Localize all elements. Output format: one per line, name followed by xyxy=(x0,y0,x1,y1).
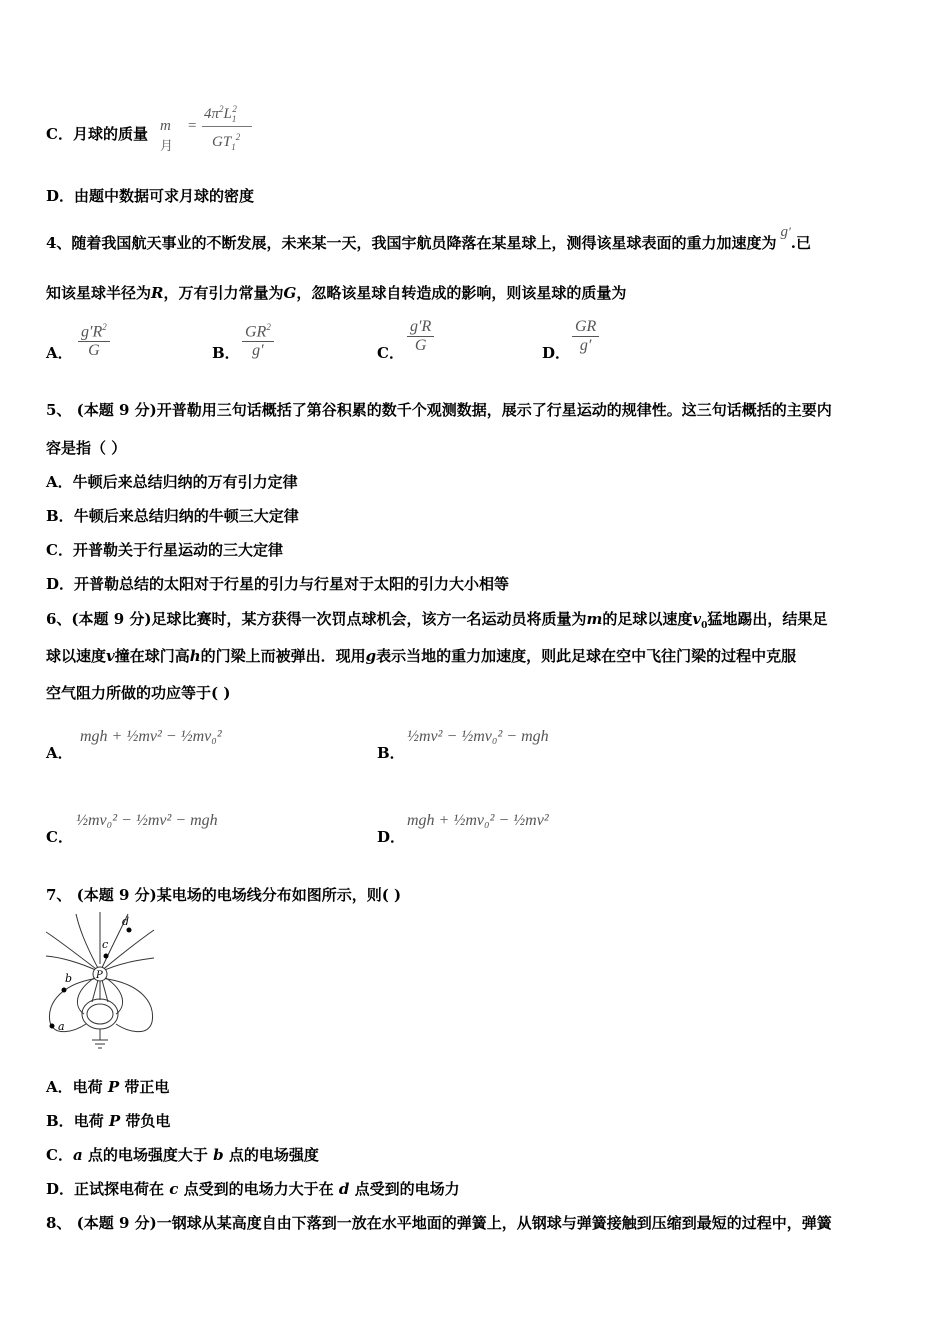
q4-stem-line2: 知该星球半径为R，万有引力常量为G，忽略该星球自转造成的影响，则该星球的质量为 xyxy=(46,284,627,302)
field-lines-diagram xyxy=(44,912,156,1054)
q4-option-a: A． $\frac{g'R^2}{G}$ xyxy=(46,318,73,339)
q7-option-d: D．正试探电荷在 c 点受到的电场力大于在 d 点受到的电场力 xyxy=(46,1180,460,1198)
q3-option-c xyxy=(46,124,148,144)
label-b: b xyxy=(65,972,73,985)
q5-option-a: A．牛顿后来总结归纳的万有引力定律 xyxy=(46,473,298,491)
q7-stem: 7、 (本题 9 分)某电场的电场线分布如图所示，则( ) xyxy=(46,886,402,904)
exam-page: C．月球的质量 m月 = $4\pi^2L_1^2$ $GT_1^2$ D．由题中数据可求月球的密度 4、随着我国航天事业的不断发展，未来某一天，我国宇航员降落在某星球上，测得该星球表面的重力加速度为g′.已 知该星球半径为R，万有引力常量为G，忽略该星球自转造成的影响，则该星球的质量为 A． $\frac{g'R^2}{G}$ B． $\frac{GR^2}{g'}$ C． $\frac{g'R}{G}$ D． $\frac{GR}{g'}$ 5、 (本题 9 分)开普勒用三句话概括了第谷积累的数千个观测数据，展示了行星运动的规律性。这三句话概括的主要内 容是指（ ） A．牛顿后来总结归纳的万有引力定律 B．牛顿后来总结归纳的牛顿三大定律 C．开普勒关于行星运动的三大定律 D．开普勒总结的太阳对于行星的引力与行星对于太阳的引力大小相等 6、(本题 9 分)足球比赛时，某方获得一次罚点球机会，该方一名运动员将质量为m的足球以速度$v_0$猛地踢出，结果足 球以速度v撞在球门高h的门梁上而被弹出．现用g表示当地的重力加速度，则此足球在空中飞往门梁的过程中克服 空气阻力所做的功应等于( ) A． mgh + ½mv² − ½mv₀² B． ½mv² − ½mv₀² − mgh C． ½mv₀² − ½mv² − mgh D． mgh + ½mv₀² − ½mv² 7、 (本题 9 分)某电场的电场线分布如图所示，则( ) d c P b a A．电荷 P 带正电 B．电荷 P 带负电 C．a 点的电场强度大于 b 点的电场强度 D．正试探电荷在 c 点受到的电场力大于在 d 点受到的电场力 8、 (本题 9 分)一钢球从某高度自由下落到一放在水平地面的弹簧上，从钢球与弹簧接触到压缩到最短的过程中，弹簧 xyxy=(46,104,832,1232)
q5-option-b: B．牛顿后来总结归纳的牛顿三大定律 xyxy=(46,507,299,525)
q6-stem-line2: 球以速度v撞在球门高h的门梁上而被弹出．现用g表示当地的重力加速度，则此足球在空中飞往门梁的过程中克服 xyxy=(46,647,797,665)
q7-option-a: A．电荷 P 带正电 xyxy=(46,1078,170,1096)
q4-option-c: C． $\frac{g'R}{G}$ xyxy=(377,318,404,339)
q4-stem-line1: 4、随着我国航天事业的不断发展，未来某一天，我国宇航员降落在某星球上，测得该星球表面的重力加速度为g′.已 xyxy=(46,224,812,252)
option-text: 由题中数据可求月球的密度 xyxy=(74,187,255,205)
q5-option-d: D．开普勒总结的太阳对于行星的引力与行星对于太阳的引力大小相等 xyxy=(46,575,510,593)
q5-option-c: C．开普勒关于行星运动的三大定律 xyxy=(46,541,283,559)
label-c: c xyxy=(102,938,109,951)
option-text: 月球的质量 xyxy=(72,125,148,143)
label-d: d xyxy=(122,915,130,928)
q4-option-b: B． $\frac{GR^2}{g'}$ xyxy=(212,318,240,339)
q4-option-d: D． $\frac{GR}{g'}$ xyxy=(542,318,570,339)
q3-option-d xyxy=(46,186,254,206)
electric-field-figure xyxy=(44,912,156,1054)
label-a: a xyxy=(58,1020,65,1033)
q7-option-c: C．a 点的电场强度大于 b 点的电场强度 xyxy=(46,1146,319,1164)
q7-option-b: B．电荷 P 带负电 xyxy=(46,1112,171,1130)
q8-stem: 8、 (本题 9 分)一钢球从某高度自由下落到一放在水平地面的弹簧上，从钢球与弹簧接触到压缩到最短的过程中，弹簧 xyxy=(46,1214,832,1232)
option-label: D． xyxy=(46,187,75,205)
q6-stem-line3: 空气阻力所做的功应等于( ) xyxy=(46,684,231,702)
option-label: C． xyxy=(46,125,73,143)
label-p: P xyxy=(96,970,103,981)
q6-stem-line1: 6、(本题 9 分)足球比赛时，某方获得一次罚点球机会，该方一名运动员将质量为m的足球以速度$v_0$猛地踢出，结果足 xyxy=(46,610,828,631)
q5-stem-line1: 5、 (本题 9 分)开普勒用三句话概括了第谷积累的数千个观测数据，展示了行星运动的规律性。这三句话概括的主要内 xyxy=(46,401,832,419)
q5-stem-line2: 容是指（ ） xyxy=(46,439,127,457)
